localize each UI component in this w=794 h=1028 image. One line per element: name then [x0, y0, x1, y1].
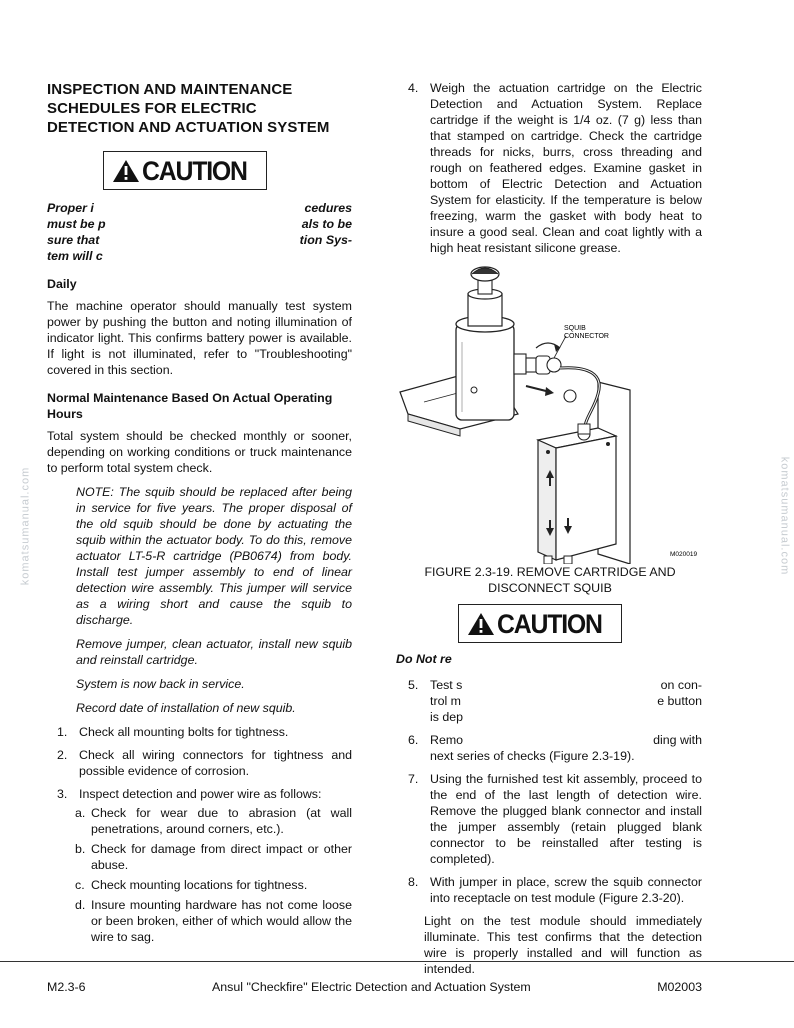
list-item: 2. Check all wiring connectors for tightness and possible evidence of corrosion.: [57, 748, 352, 778]
page-number: M2.3-6: [47, 980, 86, 994]
list-item: 7. Using the furnished test kit assembly, proceed to the end of the last length of detection wire. Remove the plugged blank connector and install the jumper assembly (retain plugged blank connector to be reinstalled after testing is completed).: [408, 772, 702, 866]
do-not-warning: Do Not re: [396, 652, 452, 666]
warning-triangle-icon: [112, 159, 140, 183]
note-paragraph: System is now back in service.: [76, 677, 245, 691]
list-item: d. Insure mounting hardware has not come loose or been broken, either of which would allow the wire to sag.: [75, 898, 352, 944]
right-column: [398, 80, 702, 985]
caution-warning-text: Proper i cedures must be p als to be sure that tion Sys- tem will c: [47, 201, 352, 263]
note-paragraph: NOTE: The squib should be replaced after being in service for five years. The proper disposal of the old squib should be done by actuating the squib within the actuator body. To do this, remove actuator LT-5-R cartridge (PB0674) from body. Install test jumper assembly to end of linear detection wire assembly. This jumper will service as a wiring short and cause the squib to discharge.: [76, 485, 352, 627]
figure-code: M020019: [670, 551, 698, 558]
steps-list-right: [398, 677, 702, 906]
list-item: b. Check for damage from direct impact or other abuse.: [75, 842, 352, 872]
warning-triangle-icon: [467, 612, 495, 636]
list-item: 3. Inspect detection and power wire as follows: a. Check for wear due to abrasion (at wall penetrations, around corners, etc.). b. Check for damage from direct impact or other abuse. c. Check mounting locations for tightness. d. Insure mounting hardware has not come loose or been broken, either of which would allow the wire to sag.: [57, 786, 352, 949]
step8-followup-paragraph: Light on the test module should immediately illuminate. This test confirms that the detection wire is properly installed and will function as intended.: [424, 914, 702, 976]
document-title: Ansul "Checkfire" Electric Detection and Actuation System: [212, 980, 531, 994]
figure-2-3-19-illustration: [398, 264, 702, 564]
list-item: 1. Check all mounting bolts for tightness.: [57, 725, 289, 739]
document-code: M02003: [657, 980, 702, 994]
list-item: 8. With jumper in place, screw the squib connector into receptacle on test module (Figure 2.3-20).: [408, 875, 702, 905]
list-item: c. Check mounting locations for tightness.: [75, 878, 308, 892]
squib-label: SQUIB: [564, 325, 586, 332]
note-paragraph: Remove jumper, clean actuator, install new squib and reinstall cartridge.: [76, 637, 352, 667]
left-column: [47, 80, 352, 956]
section-title: INSPECTION AND MAINTENANCE SCHEDULES FOR ELECTRIC DETECTION AND ACTUATION SYSTEM: [47, 81, 330, 136]
watermark-right: komatsumanual.com: [778, 456, 791, 576]
watermark-left: komatsumanual.com: [19, 466, 32, 586]
sub-steps-list: [57, 805, 352, 949]
connector-label: CONNECTOR: [564, 333, 609, 340]
normal-maintenance-paragraph: Total system should be checked monthly or sooner, depending on working conditions or truck maintenance to perform total system check.: [47, 429, 352, 475]
figure-caption: FIGURE 2.3-19. REMOVE CARTRIDGE AND DISCONNECT SQUIB: [424, 565, 676, 595]
note-paragraph: Record date of installation of new squib.: [76, 701, 296, 715]
list-item: 4. Weigh the actuation cartridge on the Electric Detection and Actuation System. Replace cartridge if the weight is 1/4 oz. (7 g) less than that stamped on cartridge. Check the cartridge threads for nicks, burrs, cross threading and rough on feathered edges. Examine gasket in bottom of Electric Detection and Actuation System for elasticity. If the temperature is below freezing, warm the gasket with body heat to insure a good seal. Clean and coat lightly with a high heat resistant silicone grease.: [408, 81, 702, 255]
list-item: a. Check for wear due to abrasion (at wall penetrations, around corners, etc.).: [75, 806, 352, 836]
caution-wrapper: [47, 151, 352, 190]
step-4: [398, 80, 702, 256]
cartridge-squib-diagram: [398, 264, 702, 564]
daily-paragraph: The machine operator should manually test system power by pushing the button and noting illumination of indicator light. This confirms battery power is available. If light is not illuminated, refer to "Troubleshooting" covered in this section.: [47, 299, 352, 377]
list-item: 6. Remo ding with next series of checks (Figure 2.3-19).: [408, 733, 702, 763]
daily-heading: Daily: [47, 277, 77, 291]
normal-maintenance-heading: Normal Maintenance Based On Actual Operating Hours: [47, 391, 333, 421]
caution-wrapper-right: [398, 604, 702, 643]
page-footer: [47, 980, 702, 994]
caution-label: CAUTION: [458, 604, 622, 643]
footer-rule: [0, 961, 794, 962]
steps-list-left: [47, 724, 352, 949]
note-block: [76, 484, 352, 716]
caution-label: CAUTION: [103, 151, 267, 190]
list-item: 5. Test s on con- trol m e button is dep: [408, 678, 702, 724]
